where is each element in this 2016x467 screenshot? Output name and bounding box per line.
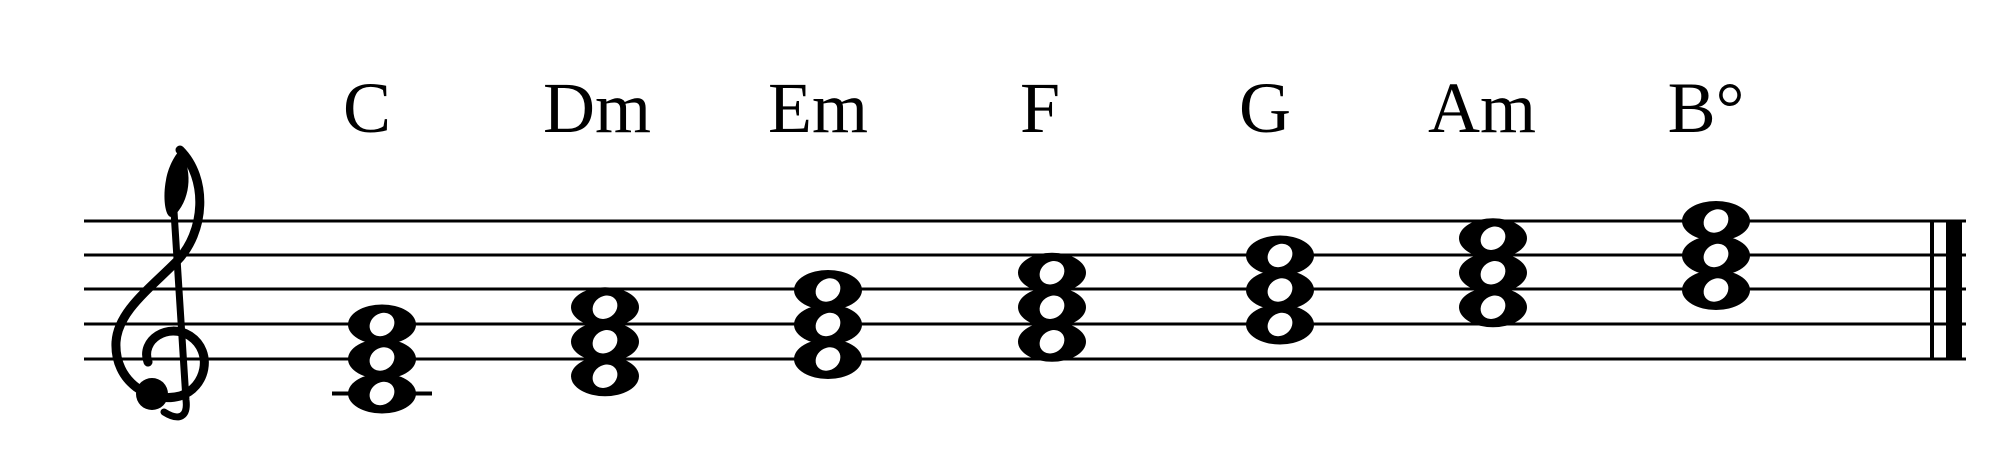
whole-note-a4 bbox=[571, 287, 639, 327]
chord-label-c: C bbox=[342, 68, 392, 148]
whole-note-e4 bbox=[794, 339, 862, 379]
chord-3 bbox=[1018, 253, 1086, 362]
whole-note-c4 bbox=[348, 374, 416, 414]
whole-note-g4 bbox=[1246, 305, 1314, 345]
whole-note-d5 bbox=[1246, 236, 1314, 276]
whole-note-c5 bbox=[1459, 253, 1527, 293]
whole-note-b4 bbox=[1682, 270, 1750, 310]
chord-5 bbox=[1459, 218, 1527, 327]
treble-clef-icon bbox=[116, 150, 204, 417]
whole-note-e5 bbox=[1459, 218, 1527, 258]
whole-note-c5 bbox=[1018, 253, 1086, 293]
chord-1 bbox=[571, 287, 639, 396]
whole-note-f5 bbox=[1682, 201, 1750, 241]
whole-note-g4 bbox=[794, 305, 862, 345]
chord-label-em: Em bbox=[768, 68, 868, 148]
chord-label-dm: Dm bbox=[543, 68, 651, 148]
whole-note-d5 bbox=[1682, 236, 1750, 276]
chord-label-bdim: B° bbox=[1667, 68, 1745, 148]
chord-6 bbox=[1682, 201, 1750, 310]
whole-note-a4 bbox=[1459, 287, 1527, 327]
chord-label-am: Am bbox=[1428, 68, 1536, 148]
whole-note-f4 bbox=[1018, 322, 1086, 362]
chord-2 bbox=[794, 270, 862, 379]
whole-note-a4 bbox=[1018, 287, 1086, 327]
chord-label-g: G bbox=[1239, 68, 1291, 148]
chord-4 bbox=[1246, 236, 1314, 345]
whole-note-b4 bbox=[794, 270, 862, 310]
whole-note-g4 bbox=[348, 305, 416, 345]
whole-note-f4 bbox=[571, 322, 639, 362]
chord-labels bbox=[343, 68, 1744, 148]
whole-note-b4 bbox=[1246, 270, 1314, 310]
whole-note-e4 bbox=[348, 339, 416, 379]
chord-label-f: F bbox=[1019, 68, 1061, 148]
whole-note-d4 bbox=[571, 356, 639, 396]
chord-notes bbox=[332, 201, 1750, 414]
